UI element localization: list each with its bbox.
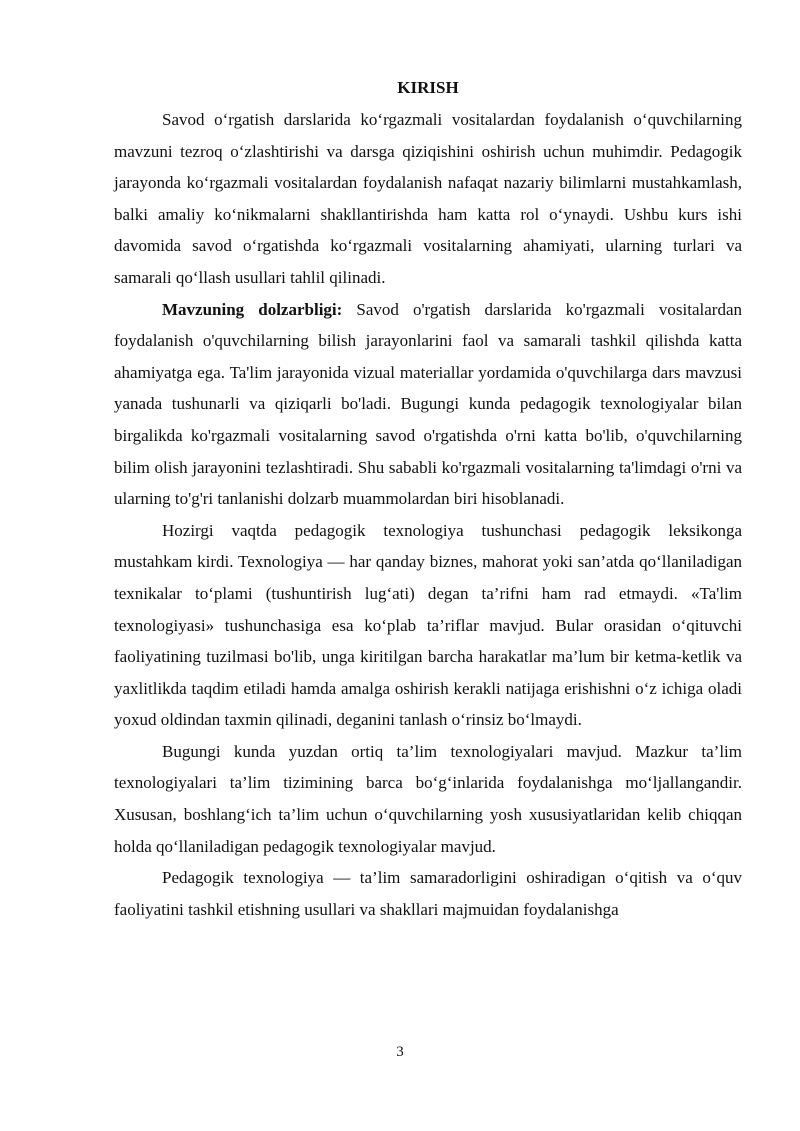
- paragraph-text: Savod o‘rgatish darslarida ko‘rgazmali vositalardan foydalanish o‘quvchilarning mavzuni tezroq o‘zlashtirishi va darsga qiziqishini oshirish uchun muhimdir. Pedagogik jarayonda ko‘rgazmali vositalardan foydalanish nafaqat nazariy bilimlarni mustahkamlash, balki amaliy ko‘nikmalarni shakllantirishda ham katta rol o‘ynaydi. Ushbu kurs ishi davomida savod o‘rgatishda ko‘rgazmali vositalarning ahamiyati, ularning turlari va samarali qo‘llash usullari tahlil qilinadi.: [114, 110, 742, 287]
- paragraph-pedagogical-technology: [114, 862, 742, 925]
- paragraph-relevance: [114, 294, 742, 515]
- paragraph-text: Hozirgi vaqtda pedagogik texnologiya tushunchasi pedagogik leksikonga mustahkam kirdi. Texnologiya — har qanday biznes, mahorat yoki san’atda qo‘llaniladigan texnikalar to‘plami (tushuntirish lug‘ati) degan ta’rifni ham rad etmaydi. «Ta'lim texnologiyasi» tushunchasiga esa ko‘plab ta’riflar mavjud. Bular orasidan o‘qituvchi faoliyatining tuzilmasi bo'lib, unga kiritilgan barcha harakatlar ma’lum bir ketma-ketlik va yaxlitlikda taqdim etiladi hamda amalga oshirish kerakli natijaga erishishni o‘z ichiga oladi yoxud oldindan taxmin qilinadi, deganini tanlash o‘rinsiz bo‘lmaydi.: [114, 520, 742, 730]
- paragraph-lead-heading: Mavzuning dolzarbligi:: [162, 299, 343, 319]
- paragraph-intro: [114, 104, 742, 294]
- paragraph-technology-definition: [114, 515, 742, 736]
- document-page: [114, 74, 742, 925]
- page-number: 3: [396, 1044, 404, 1060]
- paragraph-text: Bugungi kunda yuzdan ortiq ta’lim texnologiyalari mavjud. Mazkur ta’lim texnologiyalari ta’lim tizimining barca bo‘g‘inlarida foydalanishga mo‘ljallangandir. Xususan, boshlang‘ich ta’lim uchun o‘quvchilarning yosh xususiyatlaridan kelib chiqqan holda qo‘llaniladigan pedagogik texnologiyalar mavjud.: [114, 741, 742, 856]
- paragraph-technology-count: [114, 736, 742, 862]
- page-title: KIRISH: [397, 78, 459, 97]
- paragraph-text: Savod o'rgatish darslarida ko'rgazmali vositalardan foydalanish o'quvchilarning bilish jarayonlarini faol va samarali tashkil qilishda katta ahamiyatga ega. Ta'lim jarayonida vizual materiallar yordamida o'quvchilarga dars mavzusi yanada tushunarli va qiziqarli bo'ladi. Bugungi kunda pedagogik texnologiyalar bilan birgalikda ko'rgazmali vositalarning savod o'rgatishda o'rni katta bo'lib, o'quvchilarning bilim olish jarayonini tezlashtiradi. Shu sababli ko'rgazmali vositalarning ta'limdagi o'rni va ularning to'g'ri tanlanishi dolzarb muammolardan biri hisoblanadi.: [114, 299, 743, 509]
- paragraph-text: Pedagogik texnologiya — ta’lim samaradorligini oshiradigan o‘qitish va o‘quv faoliyatini tashkil etishning usullari va shakllari majmuidan foydalanishga: [114, 868, 742, 919]
